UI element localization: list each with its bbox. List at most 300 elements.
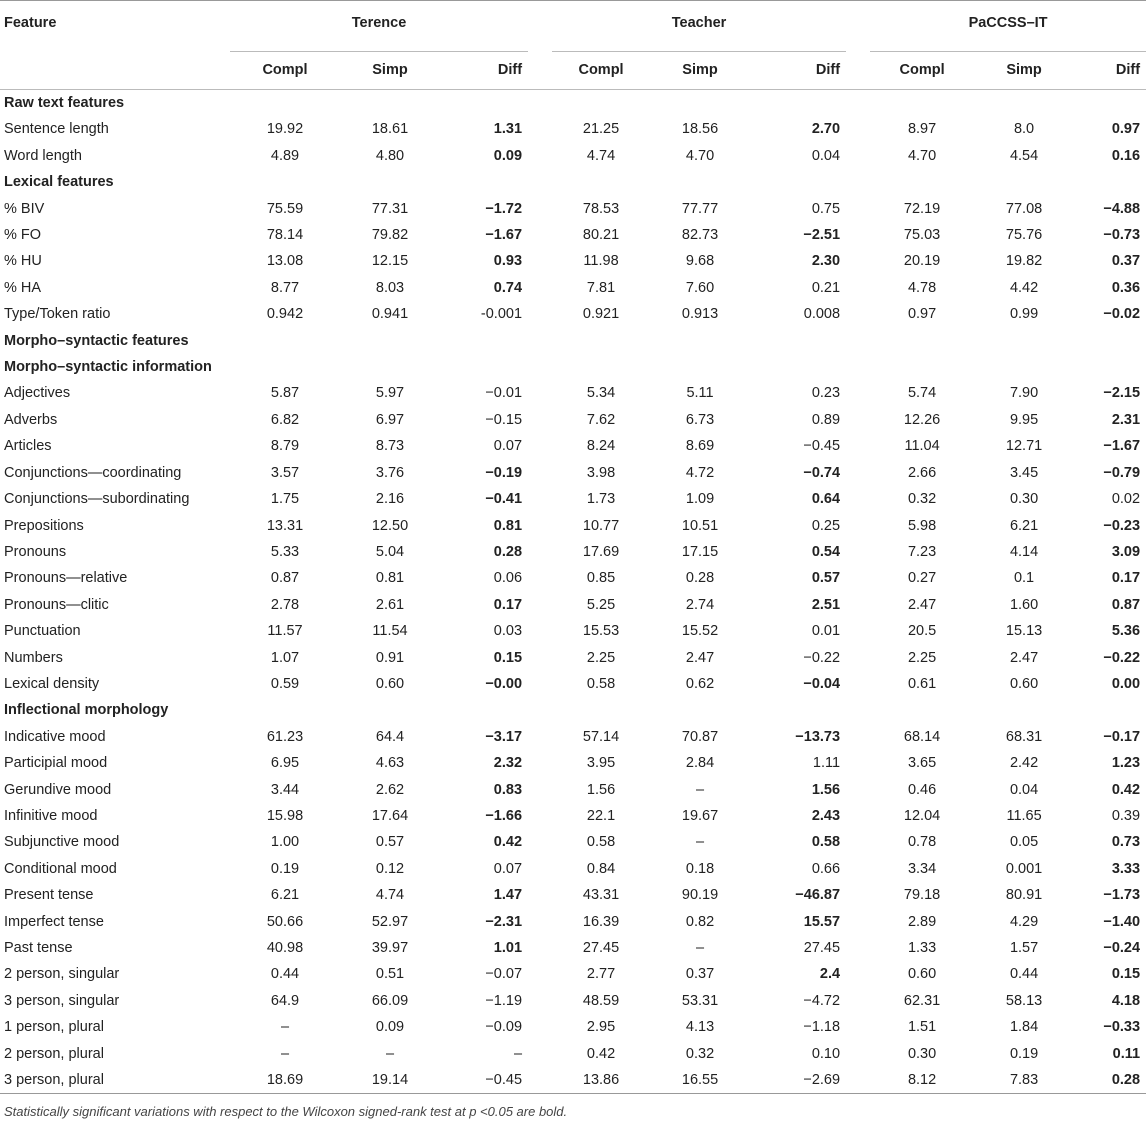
cell-simp xyxy=(974,803,1074,829)
feature-label: 2 person, singular xyxy=(4,966,120,983)
cell-compl xyxy=(230,222,340,248)
cell-value: 0.16 xyxy=(1111,147,1141,164)
cell-compl xyxy=(552,380,650,406)
cell-value: 2.51 xyxy=(811,596,841,613)
cell-value: 2.84 xyxy=(685,755,715,772)
cell-value: 19.82 xyxy=(1005,253,1043,270)
cell-diff xyxy=(440,513,528,539)
cell-value: −0.02 xyxy=(1103,306,1141,323)
cell-simp xyxy=(340,671,440,697)
feature-label: % FO xyxy=(4,227,42,244)
cell-compl xyxy=(230,275,340,301)
cell-value: 15.53 xyxy=(582,623,620,640)
cell-value: 17.15 xyxy=(681,543,719,560)
table-row xyxy=(0,539,1146,565)
cell-simp xyxy=(340,829,440,855)
cell-diff xyxy=(1074,750,1146,776)
cell-value: 0.19 xyxy=(270,860,300,877)
cell-value: 13.31 xyxy=(266,517,304,534)
feature-label: % BIV xyxy=(4,200,45,217)
cell-value: 0.11 xyxy=(1112,1045,1141,1062)
cell-simp xyxy=(650,513,750,539)
cell-simp xyxy=(974,671,1074,697)
cell-value: 0.39 xyxy=(1111,807,1141,824)
cell-simp xyxy=(974,433,1074,459)
cell-diff xyxy=(1074,803,1146,829)
table-row xyxy=(0,116,1146,142)
cell-value: 53.31 xyxy=(681,992,719,1009)
cell-compl xyxy=(230,460,340,486)
cell-compl xyxy=(230,380,340,406)
cell-compl xyxy=(552,988,650,1014)
cell-value: 0.42 xyxy=(586,1045,616,1062)
cell-value: 2.78 xyxy=(270,596,300,613)
cell-value: 4.29 xyxy=(1009,913,1039,930)
cell-simp xyxy=(974,222,1074,248)
cell-diff xyxy=(440,407,528,433)
cell-diff xyxy=(750,1014,846,1040)
cell-value: 4.42 xyxy=(1009,279,1039,296)
cell-simp xyxy=(340,248,440,274)
cell-simp xyxy=(340,645,440,671)
cell-value: 0.03 xyxy=(493,623,523,640)
cell-compl xyxy=(870,829,974,855)
cell-value: 0.57 xyxy=(811,570,841,587)
cell-diff xyxy=(750,116,846,142)
cell-value: 0.04 xyxy=(1009,781,1039,798)
cell-compl xyxy=(870,935,974,961)
cell-diff xyxy=(750,222,846,248)
cell-diff xyxy=(1074,777,1146,803)
cell-compl xyxy=(870,539,974,565)
table-row xyxy=(0,750,1146,776)
cell-value: 12.71 xyxy=(1005,438,1043,455)
cell-diff xyxy=(1074,829,1146,855)
section-label: Morpho–syntactic features xyxy=(4,332,189,349)
cell-simp xyxy=(340,539,440,565)
cell-compl xyxy=(230,1014,340,1040)
cell-compl xyxy=(870,565,974,591)
cell-value: 0.58 xyxy=(811,834,841,851)
cell-value: 4.70 xyxy=(685,147,715,164)
cell-value: 0.1 xyxy=(1013,570,1035,587)
cell-simp xyxy=(650,222,750,248)
cell-value: 20.5 xyxy=(907,623,937,640)
cell-value: 0.36 xyxy=(1111,279,1141,296)
cell-value: 16.39 xyxy=(582,913,620,930)
cell-value: 1.51 xyxy=(907,1019,937,1036)
cell-value: 17.64 xyxy=(371,807,409,824)
cell-diff xyxy=(440,433,528,459)
cell-value: 13.86 xyxy=(582,1072,620,1089)
cell-compl xyxy=(552,724,650,750)
cell-simp xyxy=(340,380,440,406)
cell-compl xyxy=(230,724,340,750)
table-row xyxy=(0,671,1146,697)
cell-simp xyxy=(974,143,1074,169)
cell-simp xyxy=(650,116,750,142)
cell-compl xyxy=(230,539,340,565)
cell-value: 0.04 xyxy=(811,147,841,164)
table-row xyxy=(0,777,1146,803)
cell-value: 1.00 xyxy=(270,834,300,851)
cell-simp xyxy=(650,1067,750,1094)
cell-compl xyxy=(552,196,650,222)
cell-simp xyxy=(340,961,440,987)
cell-value: 3.95 xyxy=(586,755,616,772)
cell-simp xyxy=(650,645,750,671)
cell-compl xyxy=(870,222,974,248)
cell-diff xyxy=(1074,222,1146,248)
cell-simp xyxy=(650,380,750,406)
cell-compl xyxy=(870,196,974,222)
cell-value: −4.72 xyxy=(803,992,841,1009)
cell-diff xyxy=(440,460,528,486)
cell-simp xyxy=(340,592,440,618)
cell-value: 43.31 xyxy=(582,887,620,904)
cell-simp xyxy=(340,116,440,142)
cell-value: – xyxy=(280,1045,290,1062)
cell-compl xyxy=(552,407,650,433)
cell-value: 11.04 xyxy=(904,438,940,455)
cell-value: 10.77 xyxy=(582,517,620,534)
cell-value: 1.09 xyxy=(685,491,715,508)
subheader-compl: Compl xyxy=(552,52,650,90)
cell-simp xyxy=(974,380,1074,406)
cell-value: 0.15 xyxy=(1111,966,1141,983)
cell-value: 9.68 xyxy=(685,253,715,270)
cell-simp xyxy=(974,460,1074,486)
cell-simp xyxy=(974,275,1074,301)
cell-value: 18.61 xyxy=(371,121,409,138)
cell-diff xyxy=(750,565,846,591)
cell-simp xyxy=(650,935,750,961)
feature-label: Adverbs xyxy=(4,411,58,428)
cell-value: 0.59 xyxy=(270,675,300,692)
cell-value: 75.76 xyxy=(1005,227,1043,244)
cell-simp xyxy=(974,1014,1074,1040)
cell-value: 0.54 xyxy=(811,543,841,560)
cell-value: 0.85 xyxy=(586,570,616,587)
cell-value: 79.82 xyxy=(371,227,409,244)
cell-value: 0.87 xyxy=(270,570,300,587)
cell-value: 4.13 xyxy=(685,1019,715,1036)
cell-value: 15.52 xyxy=(681,623,719,640)
cell-value: 0.942 xyxy=(266,306,304,323)
cell-simp xyxy=(650,301,750,327)
cell-simp xyxy=(340,909,440,935)
subheader-diff: Diff xyxy=(750,52,846,90)
cell-value: 15.13 xyxy=(1005,623,1043,640)
cell-simp xyxy=(340,750,440,776)
cell-compl xyxy=(230,513,340,539)
cell-value: 0.30 xyxy=(1009,491,1039,508)
cell-value: 19.14 xyxy=(371,1072,409,1089)
table-row xyxy=(0,222,1146,248)
cell-diff xyxy=(750,486,846,512)
cell-value: 0.001 xyxy=(1005,860,1043,877)
cell-value: 2.25 xyxy=(586,649,616,666)
cell-compl xyxy=(870,645,974,671)
cell-simp xyxy=(340,988,440,1014)
cell-simp xyxy=(974,486,1074,512)
cell-compl xyxy=(870,618,974,644)
cell-value: 7.90 xyxy=(1009,385,1039,402)
cell-value: −0.09 xyxy=(485,1019,523,1036)
cell-simp xyxy=(340,777,440,803)
cell-value: 5.36 xyxy=(1111,623,1141,640)
cell-value: 77.31 xyxy=(371,200,409,217)
cell-value: 11.54 xyxy=(372,623,408,640)
cell-simp xyxy=(650,882,750,908)
cell-diff xyxy=(750,275,846,301)
feature-label: Word length xyxy=(4,147,82,164)
cell-value: 79.18 xyxy=(903,887,941,904)
cell-simp xyxy=(974,935,1074,961)
cell-diff xyxy=(440,565,528,591)
cell-simp xyxy=(974,248,1074,274)
cell-value: 0.12 xyxy=(375,860,405,877)
cell-value: −0.15 xyxy=(485,411,523,428)
cell-value: 77.77 xyxy=(681,200,719,217)
feature-label: Indicative mood xyxy=(4,728,106,745)
cell-value: 0.42 xyxy=(493,834,523,851)
cell-simp xyxy=(974,539,1074,565)
section-label: Lexical features xyxy=(4,174,114,191)
cell-value: 1.47 xyxy=(493,887,523,904)
cell-value: 5.74 xyxy=(907,385,937,402)
subheader-simp: Simp xyxy=(340,52,440,90)
cell-simp xyxy=(650,486,750,512)
cell-value: 0.30 xyxy=(907,1045,937,1062)
cell-value: 0.58 xyxy=(586,834,616,851)
cell-diff xyxy=(1074,460,1146,486)
cell-value: −1.19 xyxy=(485,992,523,1009)
cell-diff xyxy=(440,248,528,274)
cell-simp xyxy=(974,909,1074,935)
cell-simp xyxy=(650,671,750,697)
cell-value: 0.06 xyxy=(493,570,523,587)
cell-value: 12.15 xyxy=(371,253,409,270)
table-row xyxy=(0,196,1146,222)
cell-compl xyxy=(870,407,974,433)
cell-value: 0.17 xyxy=(1111,570,1141,587)
cell-simp xyxy=(340,407,440,433)
cell-value: 40.98 xyxy=(266,940,304,956)
cell-simp xyxy=(974,1041,1074,1067)
cell-compl xyxy=(870,275,974,301)
cell-simp xyxy=(340,222,440,248)
cell-value: 3.09 xyxy=(1111,543,1141,560)
cell-compl xyxy=(870,460,974,486)
cell-value: 61.23 xyxy=(266,728,304,745)
cell-value: 64.4 xyxy=(375,728,405,745)
feature-label: Past tense xyxy=(4,940,73,956)
cell-diff xyxy=(1074,935,1146,961)
cell-value: 11.57 xyxy=(267,623,303,640)
cell-simp xyxy=(650,1041,750,1067)
cell-value: −0.17 xyxy=(1103,728,1141,745)
cell-value: 3.45 xyxy=(1009,464,1039,481)
cell-value: 0.74 xyxy=(493,279,523,296)
table-row xyxy=(0,882,1146,908)
cell-value: 8.03 xyxy=(375,279,405,296)
cell-compl xyxy=(870,1067,974,1094)
cell-value: 80.21 xyxy=(582,227,620,244)
cell-compl xyxy=(870,248,974,274)
cell-compl xyxy=(230,248,340,274)
cell-compl xyxy=(870,777,974,803)
cell-simp xyxy=(974,750,1074,776)
cell-value: 4.89 xyxy=(270,147,300,164)
cell-value: 0.28 xyxy=(685,570,715,587)
cell-value: 11.98 xyxy=(583,253,619,270)
cell-value: 0.62 xyxy=(685,675,715,692)
cell-simp xyxy=(650,565,750,591)
cell-value: 3.33 xyxy=(1111,860,1141,877)
cell-compl xyxy=(230,116,340,142)
cell-value: 8.24 xyxy=(586,438,616,455)
cell-value: −0.19 xyxy=(485,464,523,481)
cell-value: 78.14 xyxy=(266,227,304,244)
cell-value: 19.67 xyxy=(681,807,719,824)
cell-compl xyxy=(230,935,340,961)
cell-diff xyxy=(1074,645,1146,671)
cell-diff xyxy=(1074,1014,1146,1040)
cell-value: 77.08 xyxy=(1005,200,1043,217)
cell-value: 0.941 xyxy=(371,306,409,323)
section-row xyxy=(0,90,1146,117)
cell-value: 68.31 xyxy=(1005,728,1043,745)
cell-value: 0.32 xyxy=(907,491,937,508)
cell-value: 72.19 xyxy=(903,200,941,217)
cell-value: 0.46 xyxy=(907,781,937,798)
cell-simp xyxy=(650,909,750,935)
cell-value: 2.16 xyxy=(375,491,405,508)
cell-diff xyxy=(750,1067,846,1094)
cell-value: −0.74 xyxy=(803,464,841,481)
cell-compl xyxy=(230,645,340,671)
cell-value: 5.33 xyxy=(270,543,300,560)
cell-value: 18.56 xyxy=(681,121,719,138)
cell-value: 18.69 xyxy=(266,1072,304,1089)
cell-value: 80.91 xyxy=(1005,887,1043,904)
cell-value: 12.50 xyxy=(371,517,409,534)
cell-value: 70.87 xyxy=(681,728,719,745)
cell-value: 2.74 xyxy=(685,596,715,613)
cell-diff xyxy=(1074,592,1146,618)
cell-compl xyxy=(870,380,974,406)
feature-label: % HA xyxy=(4,279,42,296)
cell-value: 4.72 xyxy=(685,464,715,481)
cell-compl xyxy=(552,460,650,486)
cell-value: −0.73 xyxy=(1103,227,1141,244)
table-row xyxy=(0,301,1146,327)
cell-diff xyxy=(1074,988,1146,1014)
cell-value: 75.59 xyxy=(266,200,304,217)
cell-diff xyxy=(1074,248,1146,274)
cell-value: 90.19 xyxy=(681,887,719,904)
table-row xyxy=(0,460,1146,486)
cell-simp xyxy=(974,513,1074,539)
cell-value: 50.66 xyxy=(266,913,304,930)
cell-value: −0.79 xyxy=(1103,464,1141,481)
cell-compl xyxy=(870,882,974,908)
cell-diff xyxy=(750,777,846,803)
cell-simp xyxy=(340,1041,440,1067)
cell-value: 4.80 xyxy=(375,147,405,164)
cell-compl xyxy=(552,618,650,644)
cell-simp xyxy=(974,1067,1074,1094)
cell-value: 2.61 xyxy=(375,596,405,613)
cell-simp xyxy=(340,301,440,327)
cell-simp xyxy=(974,882,1074,908)
cell-value: 4.74 xyxy=(375,887,405,904)
cell-diff xyxy=(1074,275,1146,301)
cell-compl xyxy=(552,248,650,274)
cell-diff xyxy=(440,988,528,1014)
feature-label: Type/Token ratio xyxy=(4,306,111,323)
cell-value: 12.26 xyxy=(903,411,941,428)
cell-diff xyxy=(750,750,846,776)
cell-value: 1.23 xyxy=(1111,755,1141,772)
table-row xyxy=(0,724,1146,750)
cell-value: −1.67 xyxy=(485,227,523,244)
feature-label: 2 person, plural xyxy=(4,1045,104,1062)
table-row xyxy=(0,565,1146,591)
cell-simp xyxy=(974,645,1074,671)
feature-label: Present tense xyxy=(4,887,94,904)
cell-value: 20.19 xyxy=(903,253,941,270)
cell-value: 8.79 xyxy=(270,438,300,455)
cell-compl xyxy=(230,486,340,512)
cell-diff xyxy=(440,724,528,750)
cell-value: 0.99 xyxy=(1009,306,1039,323)
cell-compl xyxy=(230,618,340,644)
cell-value: 0.37 xyxy=(1111,253,1141,270)
cell-value: −3.17 xyxy=(485,728,523,745)
feature-label: Prepositions xyxy=(4,517,84,534)
cell-simp xyxy=(650,592,750,618)
cell-value: – xyxy=(280,1019,290,1036)
table-row xyxy=(0,935,1146,961)
table-row xyxy=(0,988,1146,1014)
cell-value: 0.07 xyxy=(493,438,523,455)
cell-simp xyxy=(650,248,750,274)
cell-value: −2.51 xyxy=(803,227,841,244)
cell-value: −1.66 xyxy=(485,807,523,824)
cell-diff xyxy=(1074,671,1146,697)
cell-value: 7.83 xyxy=(1009,1072,1039,1089)
cell-value: 0.60 xyxy=(907,966,937,983)
cell-value: 4.18 xyxy=(1111,992,1141,1009)
group-header-terence: Terence xyxy=(230,1,528,52)
cell-value: 2.47 xyxy=(1009,649,1039,666)
cell-diff xyxy=(750,301,846,327)
cell-value: 7.23 xyxy=(907,543,937,560)
cell-simp xyxy=(650,961,750,987)
cell-compl xyxy=(552,275,650,301)
cell-diff xyxy=(750,724,846,750)
cell-value: 6.21 xyxy=(1009,517,1039,534)
cell-value: −0.41 xyxy=(485,491,523,508)
cell-simp xyxy=(974,724,1074,750)
cell-simp xyxy=(340,275,440,301)
subheader-compl: Compl xyxy=(230,52,340,90)
cell-value: 0.42 xyxy=(1111,781,1141,798)
cell-value: 62.31 xyxy=(903,992,941,1009)
cell-diff xyxy=(440,961,528,987)
